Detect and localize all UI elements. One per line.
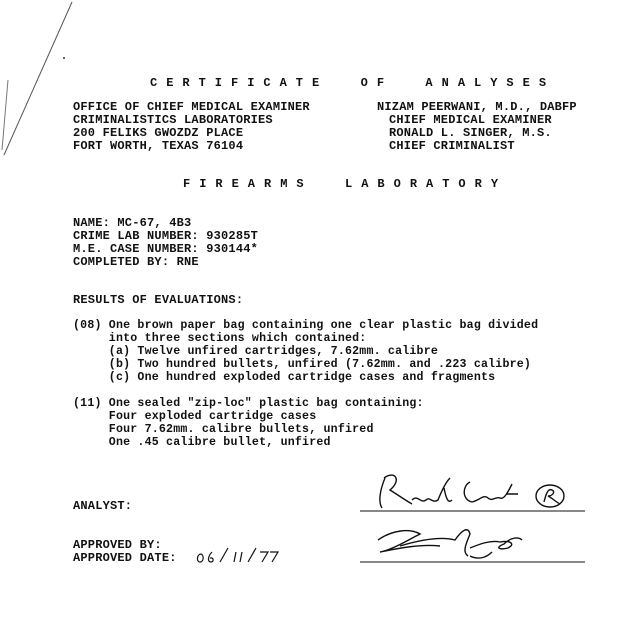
approved-by-label: APPROVED BY: xyxy=(73,538,162,552)
staff-line: CHIEF MEDICAL EXAMINER xyxy=(389,113,552,127)
item-line: into three sections which contained: xyxy=(73,332,367,345)
item-line: One .45 calibre bullet, unfired xyxy=(73,436,331,449)
lab-title: FIREARMS LABORATORY xyxy=(183,177,508,191)
certificate-title: CERTIFICATE OF ANALYSES xyxy=(150,76,556,90)
item-line: Four 7.62mm. calibre bullets, unfired xyxy=(73,423,374,436)
crime-lab-number: CRIME LAB NUMBER: 930285T xyxy=(73,229,259,243)
office-line: OFFICE OF CHIEF MEDICAL EXAMINER xyxy=(73,100,310,114)
me-case-number: M.E. CASE NUMBER: 930144* xyxy=(73,242,259,256)
item-line: (11) One sealed "zip-loc" plastic bag containing: xyxy=(73,397,424,410)
results-heading: RESULTS OF EVALUATIONS: xyxy=(73,293,244,307)
staff-line: RONALD L. SINGER, M.S. xyxy=(389,126,552,140)
completed-by: COMPLETED BY: RNE xyxy=(73,255,199,269)
office-line: CRIMINALISTICS LABORATORIES xyxy=(73,113,273,127)
item-line: (b) Two hundred bullets, unfired (7.62mm. and .223 calibre) xyxy=(73,358,532,371)
item-line: Four exploded cartridge cases xyxy=(73,410,317,423)
office-line: FORT WORTH, TEXAS 76104 xyxy=(73,139,244,153)
office-line: 200 FELIKS GWOZDZ PLACE xyxy=(73,126,244,140)
analyst-signature xyxy=(380,475,564,508)
case-name: NAME: MC-67, 4B3 xyxy=(73,216,192,230)
approver-signature xyxy=(378,530,522,558)
item-line: (a) Twelve unfired cartridges, 7.62mm. calibre xyxy=(73,345,439,358)
item-line: (c) One hundred exploded cartridge cases and fragments xyxy=(73,371,496,384)
staff-line: NIZAM PEERWANI, M.D., DABFP xyxy=(377,100,577,114)
analyst-label: ANALYST: xyxy=(73,499,133,513)
item-line: (08) One brown paper bag containing one clear plastic bag divided xyxy=(73,319,539,332)
approved-date-label: APPROVED DATE: xyxy=(73,551,177,565)
handwritten-date xyxy=(197,548,278,562)
staff-line: CHIEF CRIMINALIST xyxy=(389,139,515,153)
